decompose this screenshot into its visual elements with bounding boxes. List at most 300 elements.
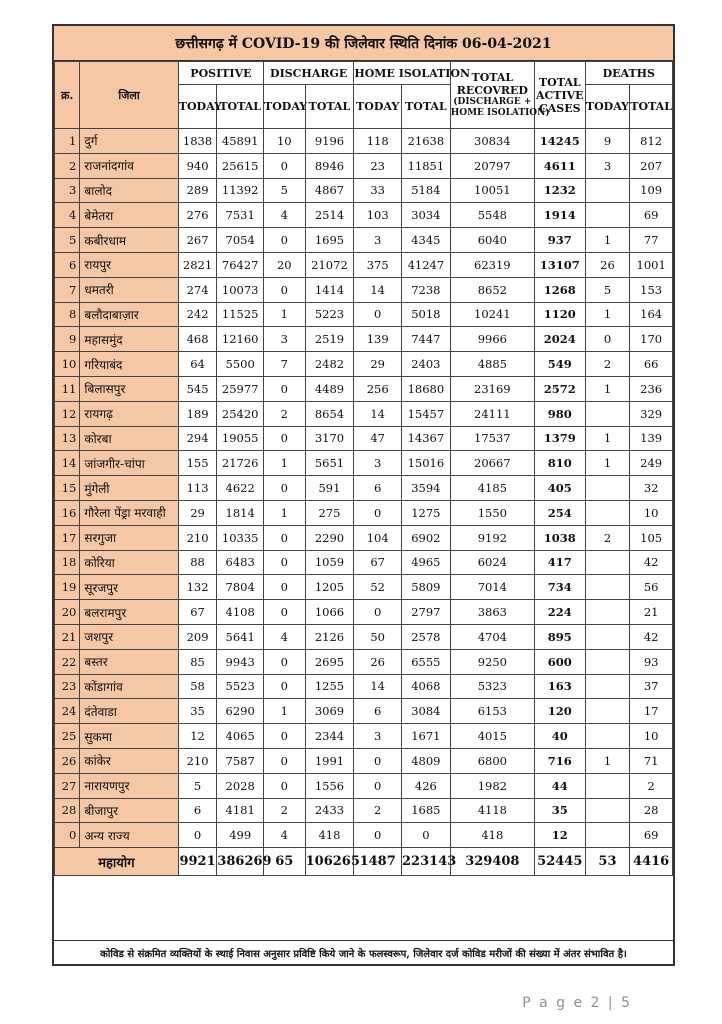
table-row (55, 798, 673, 823)
cell-home-isolation-total: 21638 (402, 129, 451, 154)
cell-district: मुंगेली (80, 476, 178, 501)
cell-positive-total: 76427 (217, 252, 264, 277)
cell-positive-today: 5 (178, 773, 217, 798)
cell-discharge-today: 4 (264, 203, 306, 228)
cell-positive-today: 267 (178, 228, 217, 253)
cell-home-isolation-today: 3 (354, 451, 402, 476)
cell-positive-today: 113 (178, 476, 217, 501)
header-home-isolation-today: TODAY (354, 85, 402, 129)
cell-positive-today: 210 (178, 525, 217, 550)
table-row (55, 550, 673, 575)
cell-deaths-total: 32 (630, 476, 673, 501)
cell-positive-today: 210 (178, 748, 217, 773)
cell-deaths-total: 10 (630, 500, 673, 525)
cell-deaths-total: 207 (630, 153, 673, 178)
cell-deaths-total: 170 (630, 327, 673, 352)
district-rows (55, 129, 673, 848)
cell-district: नारायणपुर (80, 773, 178, 798)
table-row (55, 649, 673, 674)
cell-active-cases: 12 (534, 823, 585, 848)
cell-active-cases: 417 (534, 550, 585, 575)
cell-positive-total: 45891 (217, 129, 264, 154)
table-row (55, 376, 673, 401)
cell-deaths-total: 249 (630, 451, 673, 476)
cell-active-cases: 895 (534, 624, 585, 649)
cell-positive-total: 6483 (217, 550, 264, 575)
cell-positive-today: 88 (178, 550, 217, 575)
cell-discharge-total: 5651 (305, 451, 354, 476)
cell-home-isolation-today: 256 (354, 376, 402, 401)
cell-positive-total: 5523 (217, 674, 264, 699)
table-row (55, 674, 673, 699)
cell-total-recovered: 10051 (450, 178, 534, 203)
cell-total-recovered: 10241 (450, 302, 534, 327)
cell-home-isolation-total: 0 (402, 823, 451, 848)
cell-deaths-today (585, 724, 630, 749)
cell-discharge-today: 3 (264, 327, 306, 352)
total-discharge-total: 106265 (305, 848, 354, 876)
total-active-cases: 52445 (534, 848, 585, 876)
cell-deaths-today: 1 (585, 451, 630, 476)
cell-positive-total: 2028 (217, 773, 264, 798)
cell-discharge-today: 0 (264, 228, 306, 253)
cell-active-cases: 1232 (534, 178, 585, 203)
cell-discharge-total: 2290 (305, 525, 354, 550)
cell-district: अन्य राज्य (80, 823, 178, 848)
cell-district: राजनांदगांव (80, 153, 178, 178)
cell-discharge-total: 9196 (305, 129, 354, 154)
cell-discharge-total: 1205 (305, 575, 354, 600)
table-row (55, 476, 673, 501)
cell-deaths-total: 2 (630, 773, 673, 798)
table-row (55, 352, 673, 377)
cell-active-cases: 2024 (534, 327, 585, 352)
cell-positive-today: 35 (178, 699, 217, 724)
cell-sn: 16 (55, 500, 80, 525)
cell-positive-total: 7804 (217, 575, 264, 600)
cell-deaths-today (585, 699, 630, 724)
cell-district: कोरबा (80, 426, 178, 451)
cell-sn: 28 (55, 798, 80, 823)
cell-deaths-today: 0 (585, 327, 630, 352)
cell-active-cases: 224 (534, 600, 585, 625)
table-row (55, 178, 673, 203)
cell-home-isolation-total: 4068 (402, 674, 451, 699)
cell-positive-total: 4181 (217, 798, 264, 823)
cell-discharge-today: 7 (264, 352, 306, 377)
cell-active-cases: 1268 (534, 277, 585, 302)
cell-home-isolation-total: 5018 (402, 302, 451, 327)
cell-deaths-total: 812 (630, 129, 673, 154)
cell-sn: 22 (55, 649, 80, 674)
cell-active-cases: 1038 (534, 525, 585, 550)
header-discharge-total: TOTAL (305, 85, 354, 129)
cell-home-isolation-total: 2578 (402, 624, 451, 649)
cell-active-cases: 1379 (534, 426, 585, 451)
cell-home-isolation-today: 118 (354, 129, 402, 154)
table-row (55, 401, 673, 426)
cell-active-cases: 13107 (534, 252, 585, 277)
cell-positive-today: 468 (178, 327, 217, 352)
cell-home-isolation-today: 26 (354, 649, 402, 674)
cell-positive-total: 4065 (217, 724, 264, 749)
cell-sn: 21 (55, 624, 80, 649)
cell-discharge-total: 4489 (305, 376, 354, 401)
cell-home-isolation-today: 33 (354, 178, 402, 203)
cell-sn: 8 (55, 302, 80, 327)
cell-positive-today: 545 (178, 376, 217, 401)
cell-district: बलरामपुर (80, 600, 178, 625)
cell-deaths-total: 71 (630, 748, 673, 773)
cell-deaths-total: 69 (630, 203, 673, 228)
cell-discharge-today: 0 (264, 376, 306, 401)
cell-active-cases: 254 (534, 500, 585, 525)
page-number: P a g e 2 | 5 (522, 995, 632, 1011)
cell-total-recovered: 1982 (450, 773, 534, 798)
table-row (55, 500, 673, 525)
cell-positive-today: 940 (178, 153, 217, 178)
cell-discharge-total: 2695 (305, 649, 354, 674)
cell-active-cases: 120 (534, 699, 585, 724)
cell-deaths-total: 105 (630, 525, 673, 550)
cell-positive-total: 9943 (217, 649, 264, 674)
cell-positive-today: 67 (178, 600, 217, 625)
cell-positive-today: 2821 (178, 252, 217, 277)
cell-sn: 12 (55, 401, 80, 426)
table-row (55, 129, 673, 154)
cell-total-recovered: 6800 (450, 748, 534, 773)
cell-discharge-today: 0 (264, 649, 306, 674)
cell-home-isolation-today: 67 (354, 550, 402, 575)
cell-home-isolation-today: 14 (354, 674, 402, 699)
cell-deaths-today: 1 (585, 376, 630, 401)
cell-discharge-today: 0 (264, 748, 306, 773)
cell-discharge-today: 1 (264, 699, 306, 724)
cell-district: बिलासपुर (80, 376, 178, 401)
cell-deaths-total: 93 (630, 649, 673, 674)
cell-total-recovered: 4015 (450, 724, 534, 749)
table-row (55, 302, 673, 327)
cell-discharge-today: 0 (264, 525, 306, 550)
cell-discharge-today: 1 (264, 302, 306, 327)
cell-deaths-total: 42 (630, 550, 673, 575)
table-row (55, 327, 673, 352)
cell-discharge-total: 591 (305, 476, 354, 501)
cell-discharge-total: 2514 (305, 203, 354, 228)
cell-discharge-today: 1 (264, 500, 306, 525)
cell-deaths-total: 329 (630, 401, 673, 426)
cell-sn: 24 (55, 699, 80, 724)
header-positive-today: TODAY (178, 85, 217, 129)
cell-sn: 6 (55, 252, 80, 277)
cell-positive-total: 5500 (217, 352, 264, 377)
cell-discharge-total: 1991 (305, 748, 354, 773)
cell-discharge-total: 2126 (305, 624, 354, 649)
header-deaths-total: TOTAL (630, 85, 673, 129)
table-row (55, 525, 673, 550)
cell-active-cases: 1120 (534, 302, 585, 327)
cell-total-recovered: 4704 (450, 624, 534, 649)
cell-deaths-total: 236 (630, 376, 673, 401)
cell-discharge-total: 1066 (305, 600, 354, 625)
total-deaths-today: 53 (585, 848, 630, 876)
cell-discharge-today: 0 (264, 153, 306, 178)
grand-total-label: महायोग (55, 848, 179, 876)
cell-total-recovered: 8652 (450, 277, 534, 302)
cell-district: दुर्ग (80, 129, 178, 154)
cell-home-isolation-total: 7238 (402, 277, 451, 302)
cell-home-isolation-today: 29 (354, 352, 402, 377)
cell-positive-total: 7054 (217, 228, 264, 253)
cell-deaths-today (585, 674, 630, 699)
table-row (55, 773, 673, 798)
cell-home-isolation-total: 3084 (402, 699, 451, 724)
table-row (55, 153, 673, 178)
cell-deaths-total: 139 (630, 426, 673, 451)
cell-deaths-today: 1 (585, 302, 630, 327)
cell-district: दंतेवाडा (80, 699, 178, 724)
cell-district: बस्तर (80, 649, 178, 674)
cell-deaths-total: 42 (630, 624, 673, 649)
cell-home-isolation-today: 2 (354, 798, 402, 823)
cell-district: जांजगीर-चांपा (80, 451, 178, 476)
cell-total-recovered: 418 (450, 823, 534, 848)
cell-active-cases: 405 (534, 476, 585, 501)
cell-active-cases: 549 (534, 352, 585, 377)
cell-discharge-today: 10 (264, 129, 306, 154)
cell-total-recovered: 20797 (450, 153, 534, 178)
cell-home-isolation-total: 15457 (402, 401, 451, 426)
cell-district: सूरजपुर (80, 575, 178, 600)
cell-home-isolation-total: 2403 (402, 352, 451, 377)
table-row (55, 426, 673, 451)
cell-total-recovered: 4118 (450, 798, 534, 823)
cell-home-isolation-today: 139 (354, 327, 402, 352)
cell-district: बीजापुर (80, 798, 178, 823)
cell-deaths-today: 26 (585, 252, 630, 277)
total-discharge-today: 65 (264, 848, 306, 876)
table-row (55, 228, 673, 253)
cell-discharge-total: 1059 (305, 550, 354, 575)
cell-positive-today: 155 (178, 451, 217, 476)
cell-positive-total: 11525 (217, 302, 264, 327)
cell-total-recovered: 9192 (450, 525, 534, 550)
cell-deaths-total: 77 (630, 228, 673, 253)
cell-home-isolation-today: 6 (354, 476, 402, 501)
header-sn: क्र. (55, 62, 80, 129)
cell-sn: 13 (55, 426, 80, 451)
cell-home-isolation-total: 1275 (402, 500, 451, 525)
header-district: जिला (80, 62, 178, 129)
table-row (55, 451, 673, 476)
cell-sn: 0 (55, 823, 80, 848)
cell-deaths-total: 164 (630, 302, 673, 327)
total-deaths-total: 4416 (630, 848, 673, 876)
header-home-isolation-total: TOTAL (402, 85, 451, 129)
cell-discharge-total: 1556 (305, 773, 354, 798)
cell-total-recovered: 4185 (450, 476, 534, 501)
cell-deaths-today (585, 624, 630, 649)
footnote: कोविड से संक्रमित व्यक्तियों के स्थाई निवास अनुसार प्रविष्टि किये जाने के फलस्वरूप, जिलेवार दर्ज कोविड मरीजों की संख्या में अंतर संभावित है। (54, 940, 673, 964)
cell-home-isolation-total: 41247 (402, 252, 451, 277)
cell-home-isolation-total: 2797 (402, 600, 451, 625)
cell-discharge-total: 1255 (305, 674, 354, 699)
cell-positive-today: 276 (178, 203, 217, 228)
cell-deaths-today (585, 649, 630, 674)
cell-home-isolation-total: 7447 (402, 327, 451, 352)
header-total-recovered: TOTAL RECOVRED (DISCHARGE + HOME ISOLATION) (450, 62, 534, 129)
cell-positive-today: 209 (178, 624, 217, 649)
cell-home-isolation-today: 104 (354, 525, 402, 550)
cell-active-cases: 2572 (534, 376, 585, 401)
cell-discharge-today: 20 (264, 252, 306, 277)
table-row (55, 624, 673, 649)
cell-active-cases: 44 (534, 773, 585, 798)
cell-home-isolation-today: 14 (354, 277, 402, 302)
table-row (55, 724, 673, 749)
cell-active-cases: 163 (534, 674, 585, 699)
cell-deaths-today (585, 550, 630, 575)
cell-positive-today: 274 (178, 277, 217, 302)
cell-home-isolation-today: 375 (354, 252, 402, 277)
cell-sn: 2 (55, 153, 80, 178)
cell-total-recovered: 24111 (450, 401, 534, 426)
cell-deaths-total: 37 (630, 674, 673, 699)
header-deaths-today: TODAY (585, 85, 630, 129)
cell-home-isolation-today: 0 (354, 823, 402, 848)
header-discharge-today: TODAY (264, 85, 306, 129)
cell-deaths-today: 2 (585, 352, 630, 377)
header-discharge: DISCHARGE (264, 62, 354, 85)
cell-deaths-today (585, 178, 630, 203)
cell-sn: 17 (55, 525, 80, 550)
cell-district: कांकेर (80, 748, 178, 773)
table-row (55, 575, 673, 600)
cell-positive-total: 25615 (217, 153, 264, 178)
header-home-isolation: HOME ISOLATION (354, 62, 450, 85)
table-row (55, 600, 673, 625)
cell-total-recovered: 23169 (450, 376, 534, 401)
table-row (55, 823, 673, 848)
cell-home-isolation-today: 47 (354, 426, 402, 451)
table-row (55, 203, 673, 228)
cell-discharge-today: 0 (264, 674, 306, 699)
cell-positive-total: 4622 (217, 476, 264, 501)
cell-district: रायगढ़ (80, 401, 178, 426)
cell-total-recovered: 5323 (450, 674, 534, 699)
cell-positive-total: 6290 (217, 699, 264, 724)
cell-deaths-total: 1001 (630, 252, 673, 277)
cell-sn: 23 (55, 674, 80, 699)
cell-positive-total: 5641 (217, 624, 264, 649)
cell-positive-today: 12 (178, 724, 217, 749)
cell-district: गौरेला पेंड्रा मरवाही (80, 500, 178, 525)
cell-active-cases: 937 (534, 228, 585, 253)
cell-district: सुकमा (80, 724, 178, 749)
cell-home-isolation-total: 426 (402, 773, 451, 798)
cell-home-isolation-today: 0 (354, 302, 402, 327)
cell-total-recovered: 20667 (450, 451, 534, 476)
cell-home-isolation-total: 1671 (402, 724, 451, 749)
cell-home-isolation-today: 3 (354, 228, 402, 253)
total-recovered: 329408 (450, 848, 534, 876)
cell-home-isolation-total: 14367 (402, 426, 451, 451)
cell-deaths-today (585, 203, 630, 228)
cell-home-isolation-total: 4965 (402, 550, 451, 575)
table-row (55, 748, 673, 773)
cell-total-recovered: 6153 (450, 699, 534, 724)
cell-discharge-today: 0 (264, 550, 306, 575)
cell-deaths-total: 17 (630, 699, 673, 724)
cell-sn: 11 (55, 376, 80, 401)
cell-home-isolation-today: 0 (354, 600, 402, 625)
cell-discharge-total: 5223 (305, 302, 354, 327)
cell-discharge-today: 0 (264, 575, 306, 600)
cell-home-isolation-total: 1685 (402, 798, 451, 823)
cell-positive-total: 10335 (217, 525, 264, 550)
cell-deaths-total: 28 (630, 798, 673, 823)
cell-active-cases: 40 (534, 724, 585, 749)
cell-discharge-total: 418 (305, 823, 354, 848)
cell-discharge-total: 1695 (305, 228, 354, 253)
cell-discharge-today: 4 (264, 823, 306, 848)
cell-home-isolation-today: 0 (354, 748, 402, 773)
cell-sn: 3 (55, 178, 80, 203)
cell-sn: 1 (55, 129, 80, 154)
cell-home-isolation-total: 4345 (402, 228, 451, 253)
cell-deaths-total: 21 (630, 600, 673, 625)
cell-positive-total: 11392 (217, 178, 264, 203)
cell-home-isolation-total: 15016 (402, 451, 451, 476)
cell-positive-total: 12160 (217, 327, 264, 352)
cell-deaths-total: 69 (630, 823, 673, 848)
cell-district: गरियाबंद (80, 352, 178, 377)
cell-home-isolation-today: 3 (354, 724, 402, 749)
cell-deaths-today: 2 (585, 525, 630, 550)
cell-sn: 15 (55, 476, 80, 501)
cell-sn: 7 (55, 277, 80, 302)
cell-discharge-today: 0 (264, 724, 306, 749)
cell-active-cases: 1914 (534, 203, 585, 228)
cell-home-isolation-today: 0 (354, 500, 402, 525)
cell-discharge-total: 8654 (305, 401, 354, 426)
cell-total-recovered: 5548 (450, 203, 534, 228)
cell-deaths-today (585, 500, 630, 525)
cell-district: कोरिया (80, 550, 178, 575)
cell-deaths-total: 153 (630, 277, 673, 302)
cell-sn: 18 (55, 550, 80, 575)
cell-district: जशपुर (80, 624, 178, 649)
cell-discharge-total: 4867 (305, 178, 354, 203)
cell-home-isolation-total: 6902 (402, 525, 451, 550)
cell-active-cases: 810 (534, 451, 585, 476)
table-row (55, 277, 673, 302)
cell-deaths-today (585, 401, 630, 426)
cell-sn: 5 (55, 228, 80, 253)
cell-home-isolation-today: 6 (354, 699, 402, 724)
cell-sn: 4 (55, 203, 80, 228)
cell-discharge-today: 2 (264, 401, 306, 426)
cell-total-recovered: 30834 (450, 129, 534, 154)
cell-district: धमतरी (80, 277, 178, 302)
cell-sn: 25 (55, 724, 80, 749)
cell-discharge-total: 275 (305, 500, 354, 525)
cell-total-recovered: 7014 (450, 575, 534, 600)
cell-discharge-today: 2 (264, 798, 306, 823)
cell-discharge-today: 0 (264, 426, 306, 451)
cell-home-isolation-today: 14 (354, 401, 402, 426)
cell-sn: 10 (55, 352, 80, 377)
